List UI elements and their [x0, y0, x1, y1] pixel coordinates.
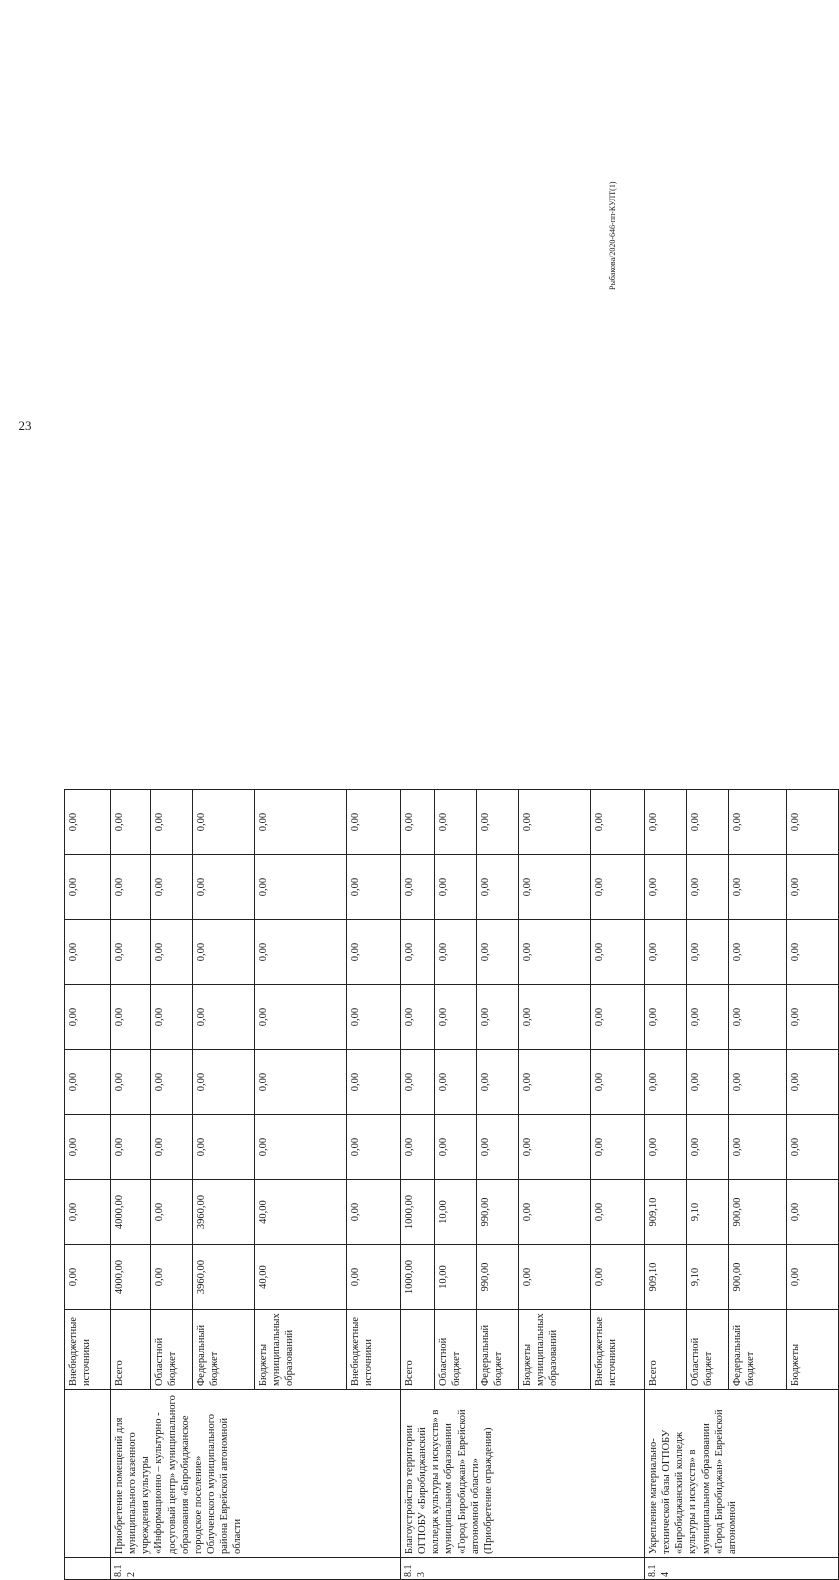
value-cell: 0,00: [645, 920, 687, 985]
value-cell: 0,00: [477, 855, 519, 920]
value-cell: 900,00: [729, 1245, 787, 1310]
item-number: 8.1 3: [401, 1558, 645, 1580]
page-number: 23: [18, 418, 32, 433]
value-cell: 0,00: [193, 920, 255, 985]
funding-source: Внебюджетные источники: [591, 1310, 645, 1390]
value-cell: 0,00: [401, 1050, 435, 1115]
value-cell: 9,10: [687, 1245, 729, 1310]
value-cell: 0,00: [729, 855, 787, 920]
value-cell: 0,00: [347, 1115, 401, 1180]
value-cell: 0,00: [151, 1245, 193, 1310]
value-cell: 0,00: [151, 1050, 193, 1115]
item-description: Благоустройство территории ОГПОБУ «Биробиджанский колледж культуры и искусств» в муниципальном образовании «Город Биробиджан» Еврейской автономной области» (Приобретение ограждения): [401, 1390, 645, 1558]
value-cell: 0,00: [65, 1050, 111, 1115]
value-cell: 0,00: [151, 855, 193, 920]
value-cell: 0,00: [347, 1245, 401, 1310]
value-cell: 0,00: [591, 790, 645, 855]
value-cell: 0,00: [591, 1050, 645, 1115]
value-cell: 0,00: [519, 1115, 591, 1180]
value-cell: 0,00: [111, 1115, 151, 1180]
value-cell: 0,00: [151, 920, 193, 985]
value-cell: 0,00: [65, 790, 111, 855]
value-cell: 0,00: [477, 790, 519, 855]
value-cell: 0,00: [193, 790, 255, 855]
funding-source: Бюджеты муниципальных образований: [255, 1310, 347, 1390]
value-cell: 0,00: [645, 1050, 687, 1115]
value-cell: 0,00: [65, 985, 111, 1050]
funding-source: Внебюджетные источники: [65, 1310, 111, 1390]
value-cell: 0,00: [193, 1115, 255, 1180]
funding-source: Бюджеты муниципальных образований: [519, 1310, 591, 1390]
value-cell: 0,00: [787, 920, 839, 985]
value-cell: 0,00: [729, 985, 787, 1050]
funding-source: Областной бюджет: [435, 1310, 477, 1390]
value-cell: 0,00: [729, 1050, 787, 1115]
funding-source: Областной бюджет: [687, 1310, 729, 1390]
value-cell: 0,00: [519, 855, 591, 920]
value-cell: 0,00: [645, 985, 687, 1050]
value-cell: 0,00: [347, 1180, 401, 1245]
value-cell: 0,00: [151, 790, 193, 855]
value-cell: 0,00: [151, 1115, 193, 1180]
value-cell: 0,00: [729, 790, 787, 855]
value-cell: 0,00: [111, 855, 151, 920]
value-cell: 0,00: [687, 855, 729, 920]
value-cell: 0,00: [645, 1115, 687, 1180]
value-cell: 0,00: [591, 920, 645, 985]
value-cell: 0,00: [193, 985, 255, 1050]
value-cell: 0,00: [787, 790, 839, 855]
value-cell: 0,00: [591, 1180, 645, 1245]
item-number: 8.1 2: [111, 1558, 401, 1580]
value-cell: 0,00: [687, 790, 729, 855]
value-cell: 0,00: [591, 1245, 645, 1310]
funding-source: Всего: [401, 1310, 435, 1390]
funding-source: Внебюджетные источники: [347, 1310, 401, 1390]
value-cell: 0,00: [401, 985, 435, 1050]
value-cell: 0,00: [477, 1115, 519, 1180]
value-cell: 0,00: [401, 855, 435, 920]
value-cell: 0,00: [255, 1115, 347, 1180]
item-number: [65, 1558, 111, 1580]
value-cell: 0,00: [519, 790, 591, 855]
value-cell: 0,00: [193, 855, 255, 920]
value-cell: 990,00: [477, 1245, 519, 1310]
funding-source: Областной бюджет: [151, 1310, 193, 1390]
rotated-sheet: [0, 730, 801, 1580]
value-cell: 0,00: [111, 985, 151, 1050]
value-cell: 0,00: [151, 1180, 193, 1245]
value-cell: 1000,00: [401, 1245, 435, 1310]
value-cell: 0,00: [787, 855, 839, 920]
value-cell: 0,00: [401, 790, 435, 855]
funding-source: Федеральный бюджет: [193, 1310, 255, 1390]
value-cell: 4000,00: [111, 1245, 151, 1310]
value-cell: 0,00: [255, 790, 347, 855]
value-cell: 990,00: [477, 1180, 519, 1245]
value-cell: 0,00: [477, 985, 519, 1050]
value-cell: 0,00: [255, 920, 347, 985]
value-cell: 3960,00: [193, 1180, 255, 1245]
value-cell: 10,00: [435, 1180, 477, 1245]
value-cell: 40,00: [255, 1180, 347, 1245]
value-cell: 0,00: [401, 1115, 435, 1180]
value-cell: 0,00: [591, 985, 645, 1050]
value-cell: 0,00: [519, 1050, 591, 1115]
funding-source: Бюджеты: [787, 1310, 839, 1390]
footer-note: Рыбакова/2020-646-пп-КУЛТ(1): [608, 181, 617, 290]
value-cell: 0,00: [687, 920, 729, 985]
value-cell: 0,00: [255, 985, 347, 1050]
value-cell: 0,00: [687, 1115, 729, 1180]
value-cell: 3960,00: [193, 1245, 255, 1310]
value-cell: 0,00: [729, 920, 787, 985]
funding-source: Федеральный бюджет: [729, 1310, 787, 1390]
value-cell: 0,00: [729, 1115, 787, 1180]
value-cell: 9,10: [687, 1180, 729, 1245]
value-cell: 0,00: [435, 855, 477, 920]
budget-table: [64, 789, 839, 1580]
value-cell: 0,00: [687, 985, 729, 1050]
table-body: [65, 790, 839, 1580]
value-cell: 0,00: [519, 920, 591, 985]
value-cell: 0,00: [645, 855, 687, 920]
table-row: [401, 790, 435, 1580]
value-cell: 0,00: [591, 855, 645, 920]
value-cell: 0,00: [347, 1050, 401, 1115]
value-cell: 0,00: [591, 1115, 645, 1180]
value-cell: 909,10: [645, 1180, 687, 1245]
value-cell: 0,00: [151, 985, 193, 1050]
value-cell: 0,00: [347, 920, 401, 985]
value-cell: 0,00: [519, 985, 591, 1050]
table-row: [111, 790, 151, 1580]
item-description: Приобретение помещений для муниципального казенного учреждения культуры «Информационно – культурно - досуговый центр» муниципального образования «Биробиджанское городское поселение» Облученского муниципального района Еврейской автономной области: [111, 1390, 401, 1558]
value-cell: 0,00: [255, 1050, 347, 1115]
value-cell: 909,10: [645, 1245, 687, 1310]
value-cell: 900,00: [729, 1180, 787, 1245]
value-cell: 0,00: [65, 1115, 111, 1180]
value-cell: 0,00: [477, 1050, 519, 1115]
value-cell: 0,00: [193, 1050, 255, 1115]
item-description: [65, 1390, 111, 1558]
value-cell: 0,00: [111, 790, 151, 855]
value-cell: 40,00: [255, 1245, 347, 1310]
value-cell: 0,00: [65, 855, 111, 920]
funding-source: Всего: [111, 1310, 151, 1390]
value-cell: 0,00: [347, 790, 401, 855]
value-cell: 0,00: [347, 985, 401, 1050]
value-cell: 0,00: [255, 855, 347, 920]
item-number: 8.1 4: [645, 1558, 839, 1580]
value-cell: 0,00: [787, 1115, 839, 1180]
value-cell: 0,00: [787, 1180, 839, 1245]
value-cell: 0,00: [111, 920, 151, 985]
item-description: Укрепление материально-технической базы ОГПОБУ «Биробиджанский колледж культуры и искусств» в муниципальном образовании «Город Биробиджан» Еврейской автономной: [645, 1390, 839, 1558]
table-row: [65, 790, 111, 1580]
value-cell: 1000,00: [401, 1180, 435, 1245]
value-cell: 0,00: [111, 1050, 151, 1115]
funding-source: Федеральный бюджет: [477, 1310, 519, 1390]
value-cell: 0,00: [477, 920, 519, 985]
value-cell: 0,00: [519, 1180, 591, 1245]
value-cell: 0,00: [519, 1245, 591, 1310]
value-cell: 0,00: [787, 985, 839, 1050]
value-cell: 0,00: [435, 790, 477, 855]
value-cell: 0,00: [687, 1050, 729, 1115]
value-cell: 0,00: [347, 855, 401, 920]
value-cell: 0,00: [787, 1050, 839, 1115]
table-row: [645, 790, 687, 1580]
value-cell: 0,00: [65, 1245, 111, 1310]
value-cell: 0,00: [435, 1115, 477, 1180]
value-cell: 0,00: [401, 920, 435, 985]
value-cell: 4000,00: [111, 1180, 151, 1245]
value-cell: 10,00: [435, 1245, 477, 1310]
value-cell: 0,00: [645, 790, 687, 855]
value-cell: 0,00: [787, 1245, 839, 1310]
value-cell: 0,00: [65, 1180, 111, 1245]
value-cell: 0,00: [435, 1050, 477, 1115]
value-cell: 0,00: [435, 920, 477, 985]
funding-source: Всего: [645, 1310, 687, 1390]
value-cell: 0,00: [65, 920, 111, 985]
value-cell: 0,00: [435, 985, 477, 1050]
